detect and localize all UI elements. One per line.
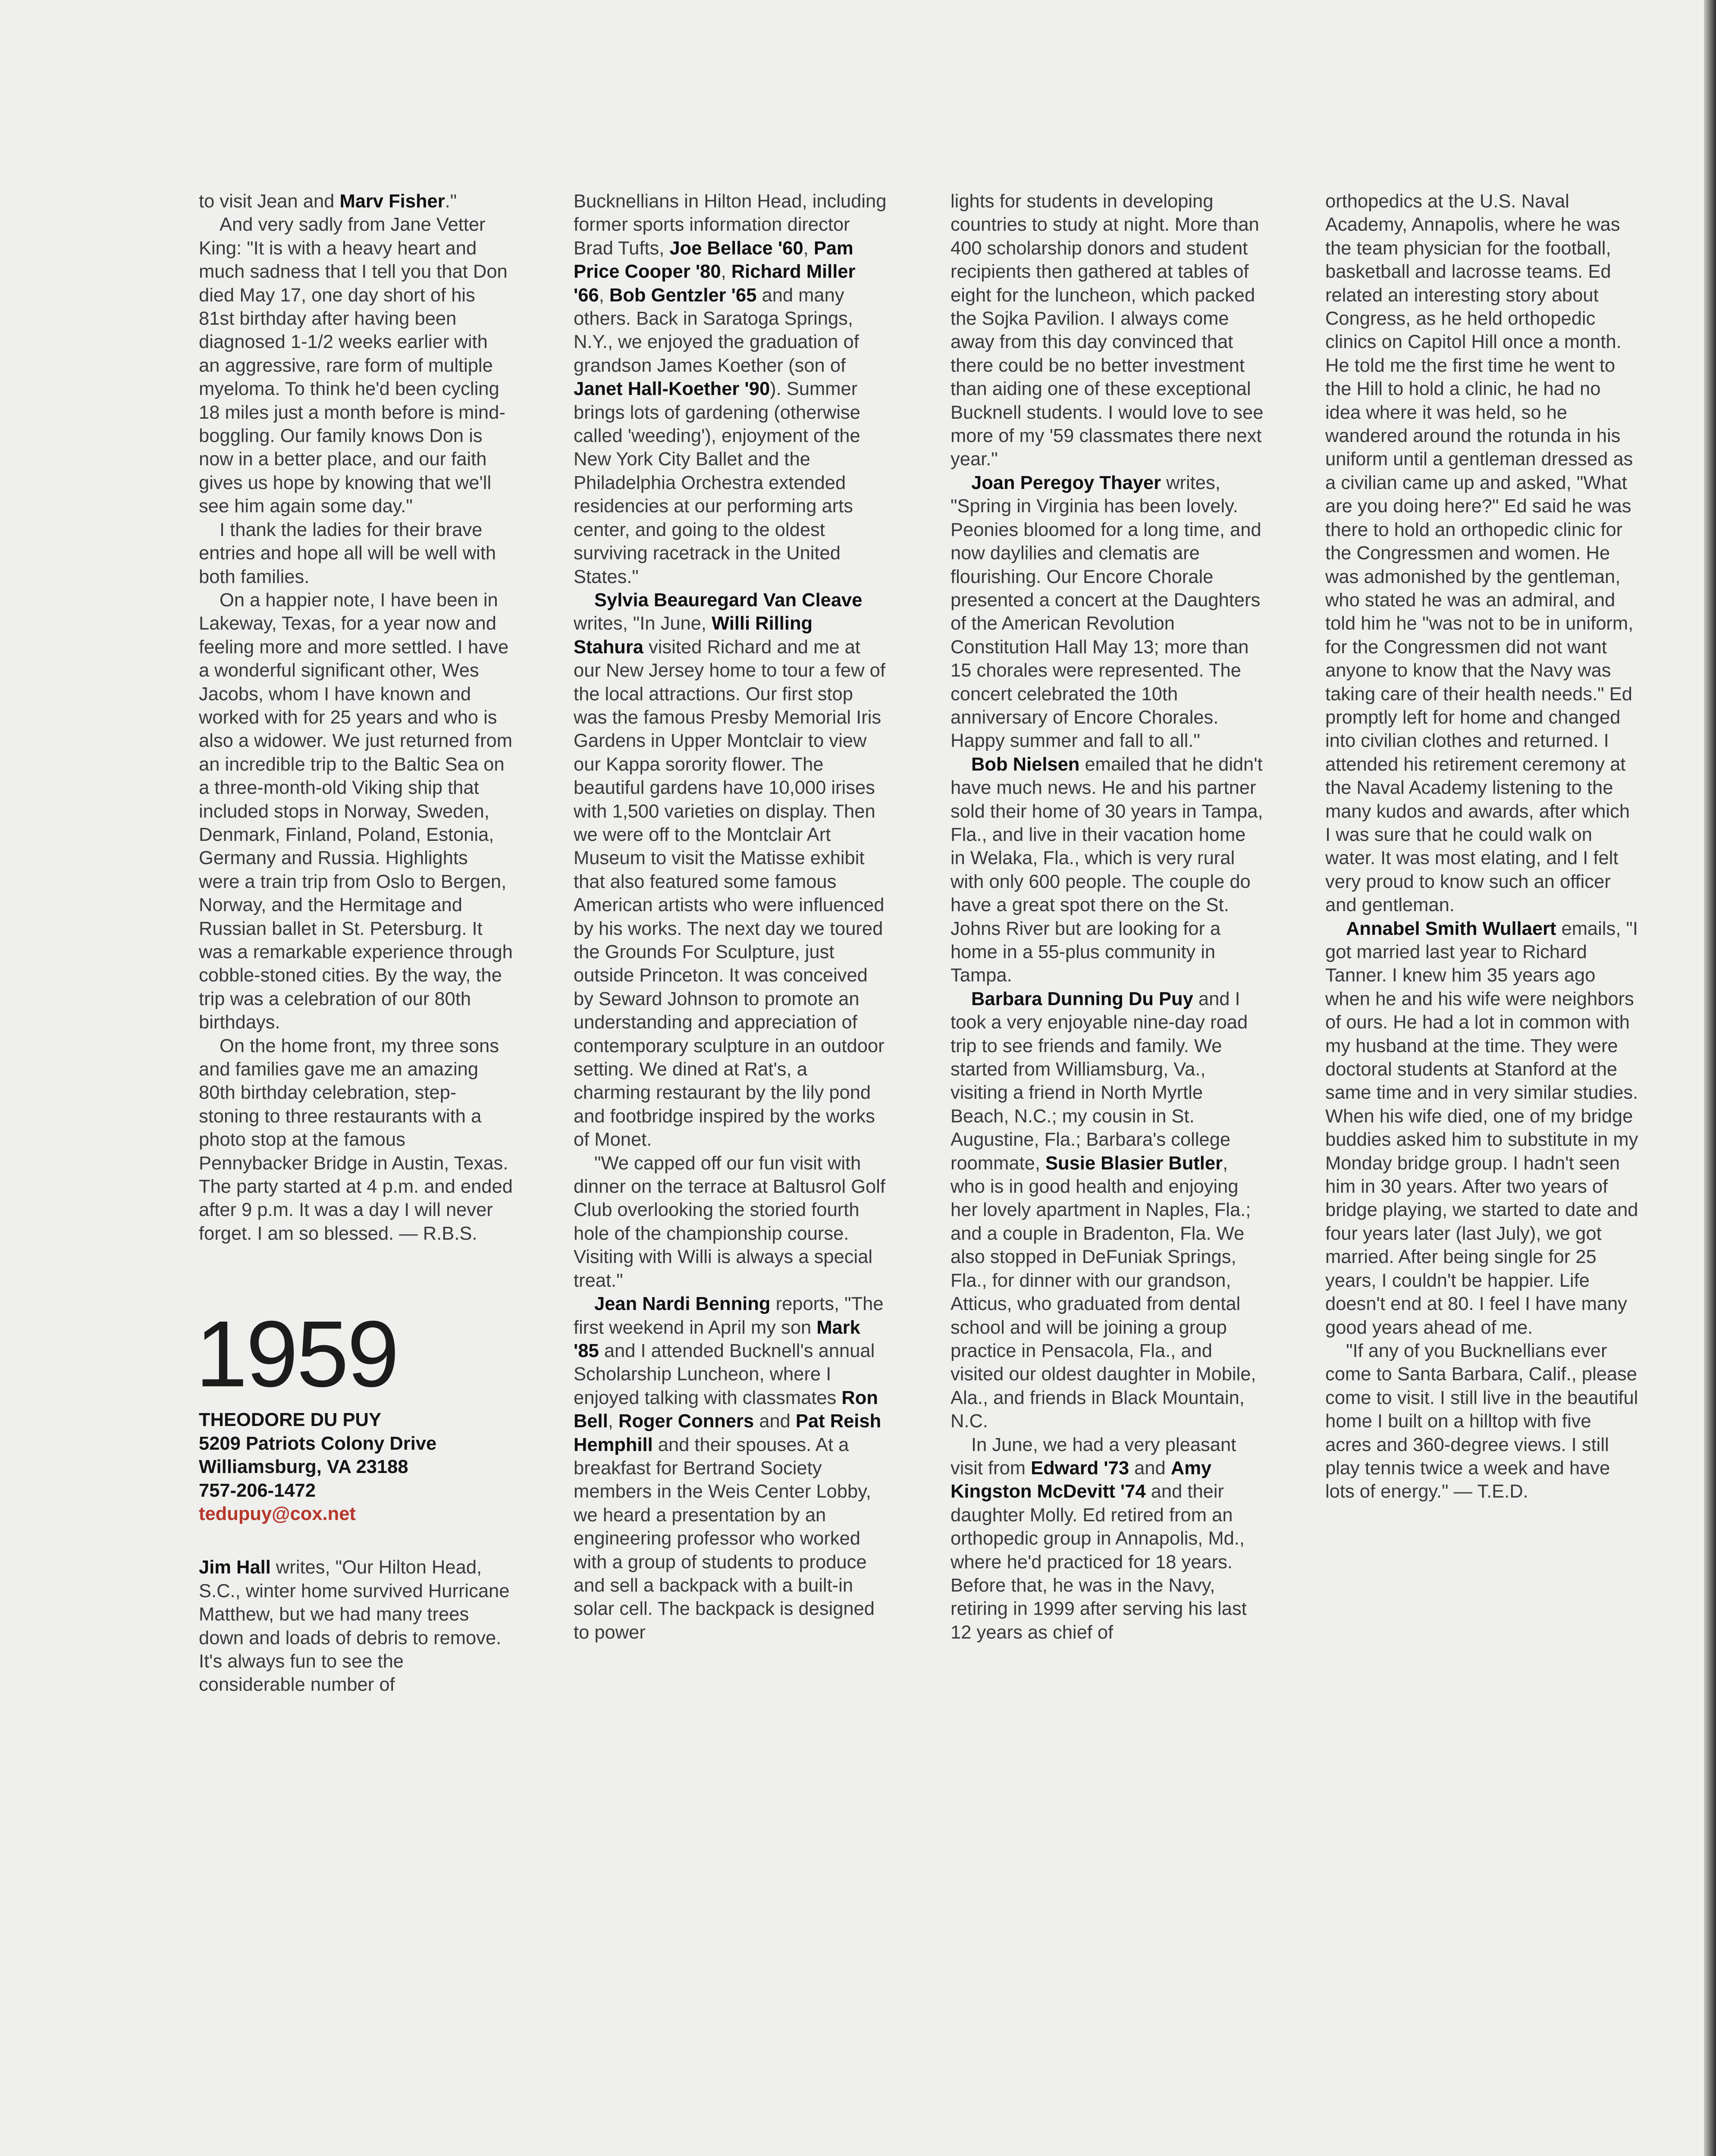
paragraph-text: writes, "In June,	[574, 613, 712, 634]
column-4	[1325, 190, 1639, 1504]
alumni-name: Richard Miller '66	[574, 261, 856, 306]
class-reporter-contact	[199, 1408, 513, 1526]
article-paragraph	[574, 190, 888, 589]
paragraph-text: , who is in good health and enjoying her lovely apartment in Naples, Fla.; and a couple in Bradenton, Fla. We also stopped in DeFuniak Springs, Fla., for dinner with our grandson, Atticus, who graduated from dental school and will be joining a group practice in Pensacola, Fla., and visited our oldest daughter in Mobile, Ala., and friends in Black Mountain, N.C.	[951, 1153, 1256, 1432]
alumni-name: Jean Nardi Benning	[594, 1294, 771, 1315]
paragraph-text: ,	[608, 1411, 618, 1432]
paragraph-text: ,	[599, 285, 609, 306]
paragraph-text: ,	[721, 261, 731, 282]
article-paragraph	[951, 1433, 1264, 1645]
paragraph-text: And very sadly from Jane Vetter King: "It is with a heavy heart and much sadness that I tell you that Don died May 17, one day short of his 81st birthday after having been diagnosed 1-1/2 weeks earlier with an aggressive, rare form of multiple myeloma. To think he'd been cycling 18 miles just a month before is mind-boggling. Our family knows Don is now in a better place, and our faith gives us hope by knowing that we'll see him again some day."	[199, 214, 508, 517]
article-paragraph	[574, 1292, 888, 1644]
article-paragraph	[199, 1034, 513, 1246]
alumni-name: Annabel Smith Wullaert	[1346, 918, 1556, 939]
alumni-name: Bob Gentzler '65	[609, 285, 757, 306]
column-2	[574, 190, 888, 1644]
article-paragraph	[1325, 917, 1639, 1339]
column-3	[951, 190, 1264, 1644]
alumni-name: Joan Peregoy Thayer	[971, 472, 1161, 493]
alumni-name: Sylvia Beauregard Van Cleave	[594, 589, 863, 611]
article-paragraph	[1325, 1339, 1639, 1504]
article-paragraph	[199, 1556, 513, 1696]
paragraph-text: In June, we had a very pleasant visit from	[951, 1434, 1236, 1479]
article-paragraph	[199, 213, 513, 518]
paragraph-text: "If any of you Bucknellians ever come to Santa Barbara, Calif., please come to visit. I still live in the beautiful home I built on a hilltop with five acres and 360-degree views. I still play tennis twice a week and have lots of energy." — T.E.D.	[1325, 1340, 1638, 1502]
article-paragraph	[951, 753, 1264, 987]
column-paragraphs	[1325, 190, 1639, 1504]
paragraph-text: and many others. Back in Saratoga Springs, N.Y., we enjoyed the graduation of grandson James Koether (son of	[574, 285, 859, 376]
article-paragraph	[574, 589, 888, 1152]
paragraph-text: ). Summer brings lots of gardening (otherwise called 'weeding'), enjoyment of the New York City Ballet and the Philadelphia Orchestra extended residencies at our performing arts center, and going to the oldest surviving racetrack in the United States."	[574, 379, 860, 587]
alumni-name: Willi Rilling Stahura	[574, 613, 813, 658]
reporter-phone: 757-206-1472	[199, 1480, 316, 1501]
paragraph-text: writes, "Spring in Virginia has been lovely. Peonies bloomed for a long time, and now daylilies and clematis are flourishing. Our Encore Chorale presented a concert at the Daughters of the American Revolution Constitution Hall May 13; more than 15 chorales were represented. The concert celebrated the 10th anniversary of Encore Chorales. Happy summer and fall to all."	[951, 472, 1261, 752]
alumni-name: Jim Hall	[199, 1557, 271, 1578]
alumni-name: Joe Bellace '60	[669, 238, 803, 259]
paragraph-text: orthopedics at the U.S. Naval Academy, Annapolis, where he was the team physician for the football, basketball and lacrosse teams. Ed related an interesting story about Congress, as he held orthopedic clinics on Capitol Hill once a month. He told me the first time he went to the Hill to hold a clinic, he had no idea where it was held, so he wandered around the rotunda in his uniform until a gentleman dressed as a civilian came up and asked, "What are you doing here?" Ed said he was there to hold an orthopedic clinic for the Congressmen and women. He was admonished by the gentleman, who stated he was an admiral, and told him he "was not to be in uniform, for the Congressmen did not want anyone to know that the Navy was taking care of their health needs." Ed promptly left for home and changed into civilian clothes and returned. I attended his retirement ceremony at the Naval Academy listening to the many kudos and awards, after which I was sure that he could walk on water. It was most elating, and I felt very proud to know such an officer and gentleman.	[1325, 191, 1634, 916]
alumni-name: Bob Nielsen	[971, 754, 1080, 775]
column-paragraphs	[574, 190, 888, 1644]
article-paragraph	[1325, 190, 1639, 917]
column-paragraphs	[199, 190, 513, 1245]
paragraph-text: reports, "The first weekend in April my son	[574, 1294, 884, 1338]
alumni-name: Janet Hall-Koether '90	[574, 379, 770, 400]
article-paragraph	[951, 471, 1264, 753]
article-paragraph	[951, 987, 1264, 1433]
column-paragraphs-after-contact	[199, 1556, 513, 1696]
paragraph-text: visited Richard and me at our New Jersey home to tour a few of the local attractions. Our first stop was the famous Presby Memorial Iris Gardens in Upper Montclair to view our Kappa sorority flower. The beautiful gardens have 10,000 irises with 1,500 varieties on display. Then we were off to the Montclair Art Museum to visit the Matisse exhibit that also featured some famous American artists who were influenced by his works. The next day we toured the Grounds For Sculpture, just outside Princeton. It was conceived by Seward Johnson to promote an understanding and appreciation of contemporary sculpture in an outdoor setting. We dined at Rat's, a charming restaurant by the lily pond and footbridge inspired by the works of Monet.	[574, 636, 885, 1150]
paragraph-text: On the home front, my three sons and families gave me an amazing 80th birthday celebration, step-stoning to three restaurants with a photo stop at the famous Pennybacker Bridge in Austin, Texas. The party started at 4 p.m. and ended after 9 p.m. It was a day I will never forget. I am so blessed. — R.B.S.	[199, 1035, 513, 1244]
paragraph-text: and their daughter Molly. Ed retired from an orthopedic group in Annapolis, Md., where he'd practiced for 18 years. Before that, he was in the Navy, retiring in 1999 after serving his last 12 years as chief of	[951, 1481, 1247, 1643]
reporter-name: THEODORE DU PUY	[199, 1410, 381, 1431]
article-paragraph	[199, 190, 513, 213]
reporter-city: Williamsburg, VA 23188	[199, 1457, 408, 1478]
column-paragraphs	[951, 190, 1264, 1644]
column-1	[195, 190, 513, 1697]
paragraph-text: to visit Jean and	[199, 191, 340, 212]
paragraph-text: and I took a very enjoyable nine-day road trip to see friends and family. We started from Williamsburg, Va., visiting a friend in North Myrtle Beach, N.C.; my cousin in St. Augustine, Fla.; Barbara's college roommate,	[951, 988, 1248, 1174]
paragraph-text: ."	[445, 191, 457, 212]
paragraph-text: and	[1129, 1457, 1171, 1479]
paragraph-text: writes, "Our Hilton Head, S.C., winter home survived Hurricane Matthew, but we had many trees down and loads of debris to remove. It's always fun to see the considerable number of	[199, 1557, 510, 1695]
paragraph-text: and their spouses. At a breakfast for Bertrand Society members in the Weis Center Lobby, we heard a presentation by an engineering professor who worked with a group of students to produce and sell a backpack with a built-in solar cell. The backpack is designed to power	[574, 1434, 875, 1643]
alumni-name: Susie Blasier Butler	[1045, 1153, 1223, 1174]
alumni-name: Ron Bell	[574, 1387, 878, 1432]
alumni-name: Marv Fisher	[339, 191, 445, 212]
paragraph-text: ,	[803, 238, 814, 259]
paragraph-text: Bucknellians in Hilton Head, including former sports information director Brad Tufts,	[574, 191, 887, 259]
alumni-name: Barbara Dunning Du Puy	[971, 988, 1193, 1009]
alumni-name: Pam Price Cooper '80	[574, 238, 853, 282]
alumni-name: Roger Conners	[618, 1411, 754, 1432]
alumni-name: Pat Reish Hemphill	[574, 1411, 882, 1455]
article-paragraph	[574, 1152, 888, 1292]
alumni-name: Amy Kingston McDevitt '74	[951, 1457, 1212, 1502]
alumni-name: Edward '73	[1031, 1457, 1129, 1479]
paragraph-text: On a happier note, I have been in Lakeway, Texas, for a year now and feeling more and more settled. I have a wonderful significant other, Wes Jacobs, whom I have known and worked with for 25 years and who is also a widower. We just returned from an incredible trip to the Baltic Sea on a three-month-old Viking ship that included stops in Norway, Sweden, Denmark, Finland, Poland, Estonia, Germany and Russia. Highlights were a train trip from Oslo to Bergen, Norway, and the Hermitage and Russian ballet in St. Petersburg. It was a remarkable experience through cobble-stoned cities. By the way, the trip was a celebration of our 80th birthdays.	[199, 589, 513, 1033]
page-spine-shadow	[1704, 0, 1716, 2156]
paragraph-text: and	[754, 1411, 796, 1432]
article-paragraph	[199, 518, 513, 589]
paragraph-text: emailed that he didn't have much news. He and his partner sold their home of 30 years in Tampa, Fla., and live in their vacation home in Welaka, Fla., which is very rural with only 600 people. The couple do have a great spot there on the St. Johns River but are looking for a home in a 55-plus community in Tampa.	[951, 754, 1263, 986]
article-paragraph	[199, 589, 513, 1034]
article-paragraph	[951, 190, 1264, 471]
reporter-address: 5209 Patriots Colony Drive	[199, 1433, 437, 1454]
reporter-email[interactable]: tedupuy@cox.net	[199, 1503, 356, 1524]
paragraph-text: lights for students in developing countries to study at night. More than 400 scholarship donors and student recipients then gathered at tables of eight for the luncheon, which packed the Sojka Pavilion. I always come away from this day convinced that there could be no better investment than aiding one of these exceptional Bucknell students. I would love to see more of my '59 classmates there next year."	[951, 191, 1264, 470]
paragraph-text: "We capped off our fun visit with dinner on the terrace at Baltusrol Golf Club overlooking the storied fourth hole of the championship course. Visiting with Willi is always a special treat."	[574, 1153, 885, 1291]
class-year-heading: 1959	[195, 1302, 398, 1407]
paragraph-text: and I attended Bucknell's annual Scholarship Luncheon, where I enjoyed talking with classmates	[574, 1340, 875, 1408]
paragraph-text: emails, "I got married last year to Richard Tanner. I knew him 35 years ago when he and his wife were neighbors of ours. He had a lot in common with my husband at the time. They were doctoral students at Stanford at the same time and in very similar studies. When his wife died, one of my bridge buddies asked him to substitute in my Monday bridge group. I hadn't seen him in 30 years. After two years of bridge playing, we started to date and four years later (last July), we got married. After being single for 25 years, I couldn't be happier. Life doesn't end at 80. I feel I have many good years ahead of me.	[1325, 918, 1638, 1338]
alumni-name: Mark '85	[574, 1317, 860, 1361]
paragraph-text: I thank the ladies for their brave entries and hope all will be well with both families.	[199, 519, 496, 587]
